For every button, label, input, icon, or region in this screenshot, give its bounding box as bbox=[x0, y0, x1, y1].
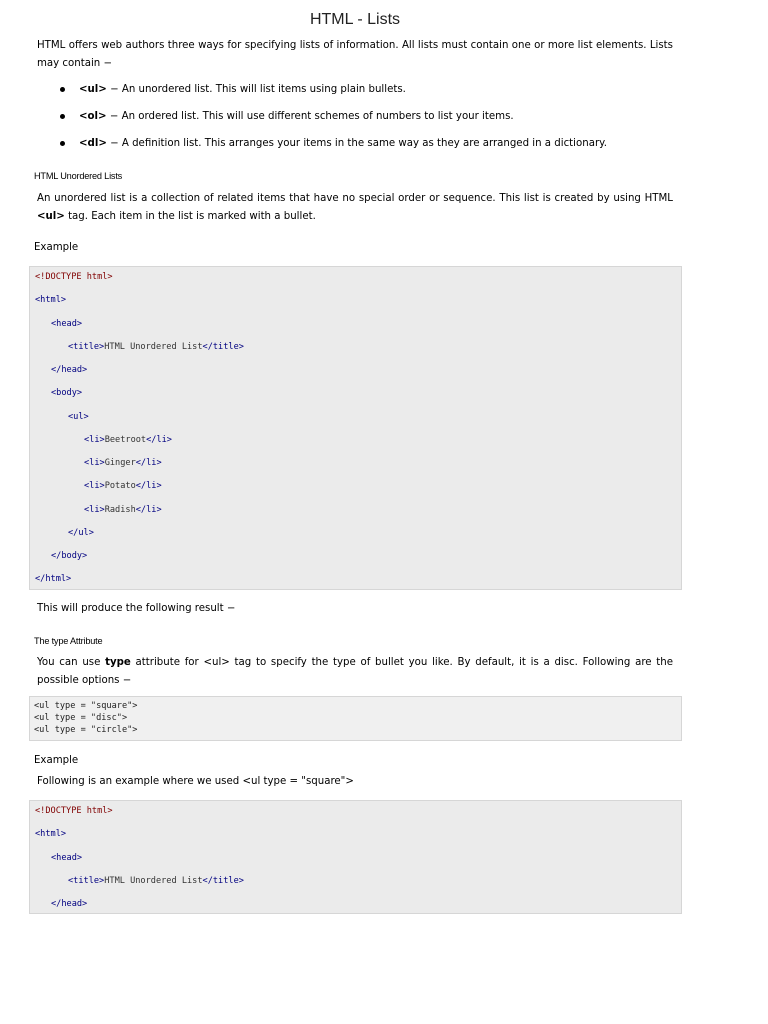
code-line: <li>Ginger</li> bbox=[84, 458, 162, 468]
code-line: <!DOCTYPE html> bbox=[35, 806, 113, 816]
section-heading-type-attribute: The type Attribute bbox=[34, 636, 103, 646]
code-line: <ul type = "disc"> bbox=[34, 713, 128, 723]
unordered-list-paragraph bbox=[37, 190, 673, 226]
bullet-dot-icon bbox=[60, 87, 65, 92]
code-line: <title>HTML Unordered List</title> bbox=[68, 342, 244, 352]
bullet-dot-icon bbox=[60, 141, 65, 146]
list-item-text: − An unordered list. This will list items using plain bullets. bbox=[110, 84, 406, 95]
list-item bbox=[37, 135, 687, 162]
bullet-dot-icon bbox=[60, 114, 65, 119]
section-heading-unordered-lists: HTML Unordered Lists bbox=[34, 171, 123, 181]
code-line: <html> bbox=[35, 295, 67, 305]
code-line: <li>Beetroot</li> bbox=[84, 435, 172, 445]
code-example-block bbox=[29, 266, 682, 590]
para-text: tag. Each item in the list is marked with a bullet. bbox=[64, 211, 316, 222]
code-line: <ul type = "circle"> bbox=[34, 725, 138, 735]
para-text: An unordered list is a collection of related items that have no special order or sequence. This list is created by using HTML bbox=[37, 193, 673, 204]
type-options-code-block bbox=[29, 696, 682, 741]
code-line: <body> bbox=[51, 388, 83, 398]
list-item bbox=[37, 81, 687, 108]
code-line: <ul type = "square"> bbox=[34, 701, 138, 711]
code-line: </html> bbox=[35, 574, 72, 584]
list-item-text: − An ordered list. This will use different schemes of numbers to list your items. bbox=[109, 111, 514, 122]
para-bold: type bbox=[105, 657, 131, 668]
code-line: </body> bbox=[51, 551, 88, 561]
example-label: Example bbox=[34, 755, 79, 766]
code-line: <li>Potato</li> bbox=[84, 481, 162, 491]
list-item bbox=[37, 108, 687, 135]
code-line: <title>HTML Unordered List</title> bbox=[68, 876, 244, 886]
code-line: </ul> bbox=[68, 528, 94, 538]
code-line: </head> bbox=[51, 365, 88, 375]
list-item-text: − A definition list. This arranges your items in the same way as they are arranged in a dictionary. bbox=[110, 138, 607, 149]
result-text: This will produce the following result − bbox=[37, 603, 236, 614]
list-item-tag: <dl> bbox=[79, 138, 107, 149]
code-line: <li>Radish</li> bbox=[84, 505, 162, 515]
list-types-bullets bbox=[37, 81, 687, 162]
code-line: <!DOCTYPE html> bbox=[35, 272, 113, 282]
para-tag: <ul> bbox=[37, 211, 65, 222]
type-attribute-paragraph bbox=[37, 654, 673, 690]
example-description: Following is an example where we used <ul type = "square"> bbox=[37, 776, 354, 787]
example-label: Example bbox=[34, 242, 79, 253]
list-item-tag: <ul> bbox=[79, 84, 107, 95]
para-text: You can use bbox=[37, 657, 106, 668]
code-example-block-square bbox=[29, 800, 682, 914]
list-item-tag: <ol> bbox=[79, 111, 107, 122]
code-line: <html> bbox=[35, 829, 67, 839]
code-line: <head> bbox=[51, 853, 83, 863]
page-title: HTML - Lists bbox=[309, 11, 401, 28]
code-line: </head> bbox=[51, 899, 88, 909]
intro-paragraph: HTML offers web authors three ways for specifying lists of information. All lists must contain one or more list elements. Lists may contain − bbox=[37, 40, 673, 69]
code-line: <ul> bbox=[68, 412, 89, 422]
para-text: attribute for <ul> tag to specify the type of bullet you like. By default, it is a disc. Following are the possible options − bbox=[37, 657, 674, 686]
code-line: <head> bbox=[51, 319, 83, 329]
